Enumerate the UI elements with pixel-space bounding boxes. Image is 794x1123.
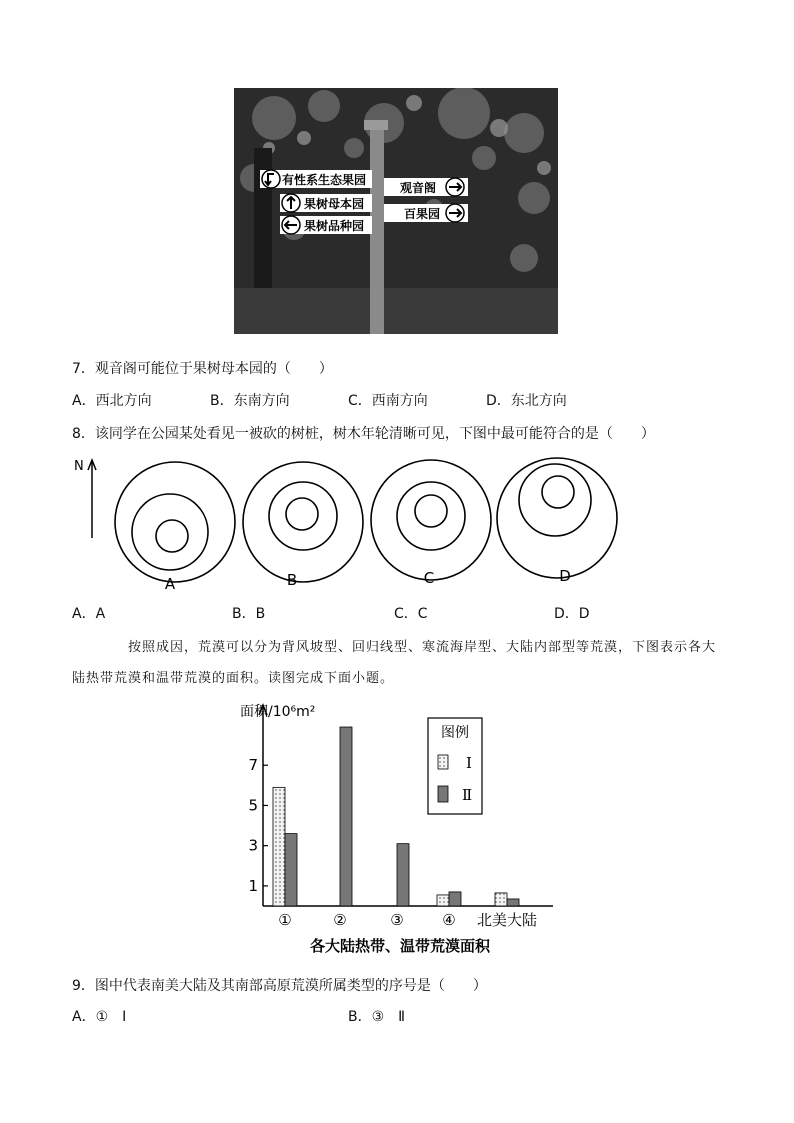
ring-b-outer — [243, 462, 363, 582]
legend-swatch-i — [438, 755, 448, 769]
q7-option-d[interactable]: D．东北方向 — [486, 393, 567, 409]
chart-title: 各大陆热带、温带荒漠面积 — [309, 937, 491, 955]
x-tick-label: 北美大陆 — [476, 911, 538, 929]
y-tick-label: 3 — [248, 836, 258, 855]
q9-stem: 9．图中代表南美大陆及其南部高原荒漠所属类型的序号是（ ） — [72, 978, 487, 994]
sign-text: 有性系生态果园 — [282, 173, 367, 187]
tree-rings-figure — [70, 452, 630, 592]
x-tick-label: ③ — [390, 911, 404, 929]
x-tick-label: ④ — [442, 911, 456, 929]
desert-area-chart — [230, 700, 570, 960]
q7-option-a[interactable]: A．西北方向 — [72, 393, 152, 409]
q8-option-d[interactable]: D．D — [554, 606, 590, 622]
q7-stem: 7．观音阁可能位于果树母本园的（ ） — [72, 361, 333, 377]
x-tick-label: ② — [333, 911, 347, 929]
q9-option-b[interactable]: B．③ Ⅱ — [348, 1009, 406, 1025]
q8-option-b[interactable]: B．B — [232, 606, 266, 622]
legend-label-i: Ⅰ — [466, 754, 472, 772]
q9-option-a[interactable]: A．① Ⅰ — [72, 1009, 127, 1025]
y-tick-label: 5 — [248, 796, 258, 815]
bar-i — [437, 895, 449, 906]
bar-ii — [397, 844, 409, 906]
signpost-photo — [234, 88, 558, 334]
bar-i — [273, 787, 285, 906]
north-label: N — [74, 459, 84, 474]
ring-c-outer — [371, 460, 491, 580]
q8-option-c[interactable]: C．C — [394, 606, 428, 622]
ring-label-a: A — [164, 575, 176, 592]
ring-label-d: D — [559, 567, 571, 585]
ring-label-c: C — [423, 569, 435, 587]
legend-swatch-ii — [438, 786, 448, 802]
legend-label-ii: Ⅱ — [462, 786, 473, 804]
bar-ii — [507, 899, 519, 906]
x-tick-label: ① — [278, 911, 292, 929]
intro-line-1: 按照成因，荒漠可以分为背风坡型、回归线型、寒流海岸型、大陆内部型等荒漠，下图表示各大 — [128, 640, 717, 655]
q8-stem: 8．该同学在公园某处看见一被砍的树桩，树木年轮清晰可见，下图中最可能符合的是（ ） — [72, 426, 655, 442]
intro-line-2: 陆热带荒漠和温带荒漠的面积。读图完成下面小题。 — [72, 671, 395, 686]
q7-option-b[interactable]: B．东南方向 — [210, 393, 290, 409]
ring-label-b: B — [286, 571, 298, 589]
bar-ii — [285, 834, 297, 906]
sign-text: 观音阁 — [400, 181, 437, 195]
legend-title: 图例 — [441, 725, 469, 741]
y-tick-label: 7 — [248, 756, 258, 775]
chart-ylabel: 面积/10⁶m² — [240, 704, 316, 720]
q7-option-c[interactable]: C．西南方向 — [348, 393, 428, 409]
bar-i — [495, 893, 507, 906]
sign-text: 果树母本园 — [304, 197, 365, 211]
bar-ii — [449, 892, 461, 906]
y-tick-label: 1 — [248, 876, 258, 895]
sign-text: 百果园 — [404, 207, 441, 221]
sign-text: 果树品种园 — [304, 219, 365, 233]
bar-ii — [340, 727, 352, 906]
q8-option-a[interactable]: A．A — [72, 606, 106, 622]
